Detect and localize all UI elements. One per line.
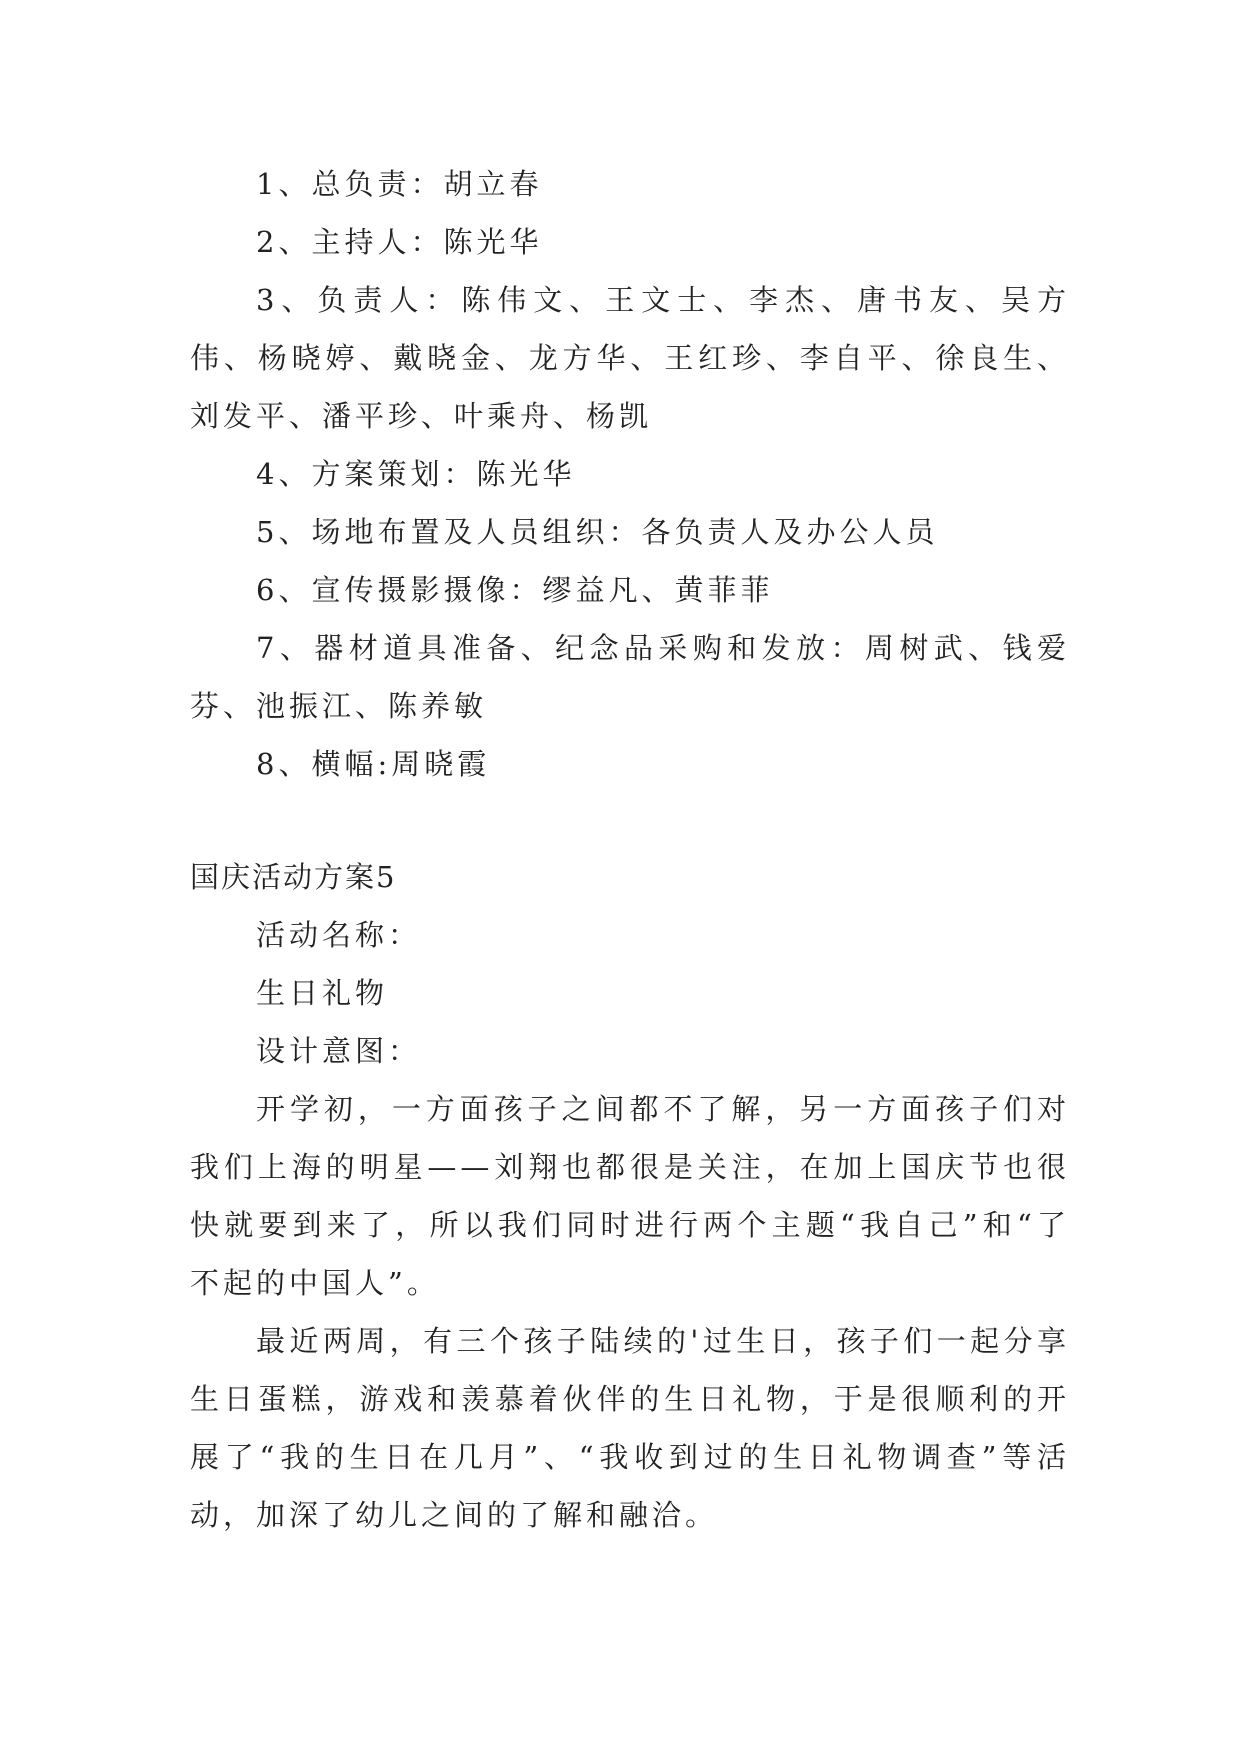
paragraph-design-intent-1: 开学初，一方面孩子之间都不了解，另一方面孩子们对我们上海的明星——刘翔也都很是关注，在加上国庆节也很快就要到来了，所以我们同时进行两个主题“我自己”和“了不起的中国人”。 [190, 1092, 1070, 1300]
list-item: 8、横幅:周晓霞 [256, 747, 491, 781]
list-item: 7、器材道具准备、纪念品采购和发放：周树武、钱爱芬、池振江、陈养敏 [190, 631, 1070, 723]
list-item: 6、宣传摄影摄像：缪益凡、黄菲菲 [256, 573, 774, 607]
document-body [190, 160, 1070, 1544]
paragraph-activity-name-label: 活动名称： [256, 918, 422, 952]
list-item: 3、负责人：陈伟文、王文士、李杰、唐书友、吴方伟、杨晓婷、戴晓金、龙方华、王红珍、李自平、徐良生、刘发平、潘平珍、叶乘舟、杨凯 [190, 283, 1070, 433]
staff-assignment-list [190, 155, 1070, 793]
plan-five-section [190, 848, 1070, 1544]
paragraph-design-intent-2: 最近两周，有三个孩子陆续的'过生日，孩子们一起分享生日蛋糕，游戏和羡慕着伙伴的生日礼物，于是很顺利的开展了“我的生日在几月”、“我收到过的生日礼物调查”等活动，加深了幼儿之间的了解和融洽。 [190, 1324, 1070, 1532]
section-heading: 国庆活动方案5 [190, 860, 397, 894]
paragraph-activity-name: 生日礼物 [256, 976, 389, 1010]
section-spacer [190, 793, 1070, 848]
list-item: 5、场地布置及人员组织：各负责人及办公人员 [256, 515, 939, 549]
list-item: 1、总负责：胡立春 [256, 167, 543, 201]
list-item: 4、方案策划：陈光华 [256, 457, 576, 491]
list-item: 2、主持人：陈光华 [256, 225, 543, 259]
paragraph-design-intent-label: 设计意图： [256, 1034, 422, 1068]
